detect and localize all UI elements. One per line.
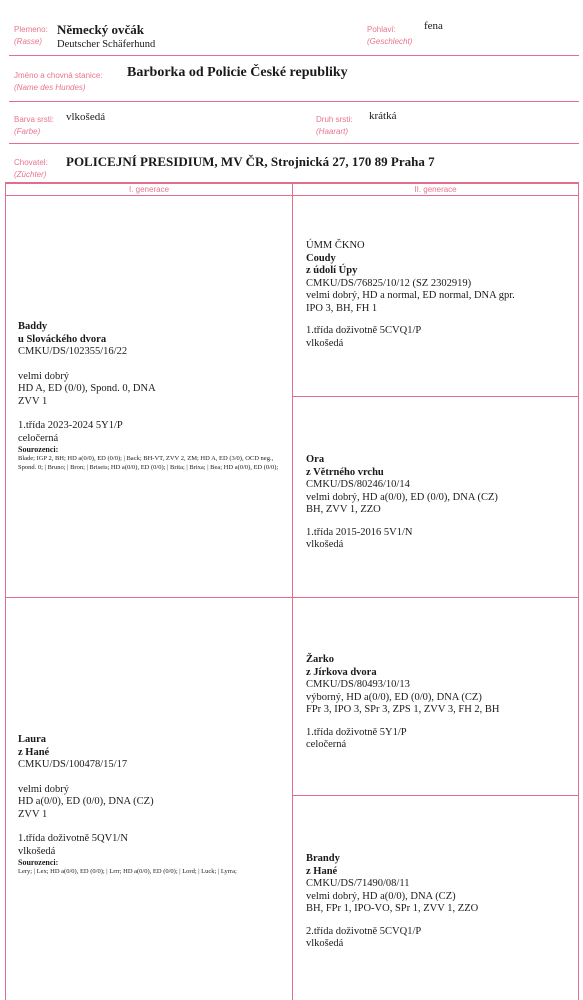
header-divider-3 xyxy=(9,143,579,144)
dam-siblings-label: Sourozenci: xyxy=(18,858,59,867)
sire-sire-rating: velmi dobrý, HD a normal, ED normal, DNA gpr. xyxy=(306,290,515,301)
grid-center-divider xyxy=(292,182,293,1000)
dam-sire-color: celočerná xyxy=(306,739,347,750)
color-value: vlkošedá xyxy=(66,111,106,123)
dam-sire-kennel: z Jírkova dvora xyxy=(306,666,377,678)
sire-sire-title: ÚMM ČKNO xyxy=(306,240,365,251)
sire-sire-kennel: z údolí Úpy xyxy=(306,265,358,276)
sire-dam-color: vlkošedá xyxy=(306,539,344,550)
dam-class: 1.třída doživotně 5QV1/N xyxy=(18,833,128,844)
breed-label-de: (Rasse) xyxy=(14,37,43,46)
sire-dam-rating: velmi dobrý, HD a(0/0), ED (0/0), DNA (CZ) xyxy=(306,491,498,503)
dam-dam-rating: velmi dobrý, HD a(0/0), DNA (CZ) xyxy=(306,890,456,902)
dam-dam-entry xyxy=(306,853,574,951)
sire-dam-entry xyxy=(306,454,574,552)
color-label: Barva srsti: xyxy=(14,115,55,124)
sire-dam-class: 1.třída 2015-2016 5V1/N xyxy=(306,526,413,538)
sire-dam-reg: CMKU/DS/80246/10/14 xyxy=(306,479,410,490)
dam-health: HD a(0/0), ED (0/0), DNA (CZ) xyxy=(18,796,154,807)
sire-health: HD A, ED (0/0), Spond. 0, DNA xyxy=(18,383,156,394)
dam-dam-exam: BH, FPr 1, IPO-VO, SPr 1, ZVV 1, ZZO xyxy=(306,903,479,914)
first-generation-header: I. generace xyxy=(128,185,170,194)
breed-de: Deutscher Schäferhund xyxy=(57,39,156,50)
dam-dam-reg: CMKU/DS/71490/08/11 xyxy=(306,878,410,889)
dam-dam-name: Brandy xyxy=(306,853,340,864)
dam-dam-kennel: z Hané xyxy=(306,865,338,877)
sex-label: Pohlaví: xyxy=(367,25,396,34)
sire-rating: velmi dobrý xyxy=(18,370,70,382)
name-label-de: (Name des Hundes) xyxy=(14,83,86,92)
grid-mid-divider xyxy=(5,597,579,598)
sire-kennel: u Slováckého dvora xyxy=(18,333,107,345)
sire-sire-reg: CMKU/DS/76825/10/12 (SZ 2302919) xyxy=(306,277,472,289)
coat-value: krátká xyxy=(369,110,397,122)
sire-class: 1.třída 2023-2024 5Y1/P xyxy=(18,420,123,431)
sire-siblings-label: Sourozenci: xyxy=(18,445,59,454)
sire-reg: CMKU/DS/102355/16/22 xyxy=(18,346,128,357)
dam-dam-color: vlkošedá xyxy=(306,938,344,949)
dam-siblings: Lery; | Lex; HD a(0/0), ED (0/0); | Lrrr; HD a(0/0), ED (0/0); | Lord; | Luck; | Lyrra; xyxy=(18,868,237,875)
breed-cz: Německý ovčák xyxy=(57,22,145,37)
sex-label-de: (Geschlecht) xyxy=(367,37,413,46)
header-divider-2 xyxy=(9,101,579,102)
grid-upper-right-divider xyxy=(292,396,579,397)
coat-label: Druh srsti: xyxy=(316,115,353,124)
dam-reg: CMKU/DS/100478/15/17 xyxy=(18,759,128,770)
sire-entry xyxy=(18,321,283,472)
dam-exam: ZVV 1 xyxy=(18,808,48,820)
sire-sire-exam: IPO 3, BH, FH 1 xyxy=(306,302,378,314)
sex-value: fena xyxy=(424,20,443,32)
second-generation-header: II. generace xyxy=(414,185,457,194)
sire-siblings: Blade; IGP 2, BH; HD a(0/0), ED (0/0); | Back; BH-VT, ZVV 2, ZM; HD A, ED (3/0), OCD neg., Spond. 0; | Bruno; | Bron; | Briseis; HD a(0/0), ED (0/0); | Brita; | Brixa; | Bea; HD a(0/0), ED (0/0); xyxy=(18,455,279,471)
grid-right-border xyxy=(578,182,579,1000)
dam-name: Laura xyxy=(18,734,47,745)
grid-left-border xyxy=(5,182,6,1000)
sire-dam-name: Ora xyxy=(306,454,325,465)
dam-sire-rating: výborný, HD a(0/0), ED (0/0), DNA (CZ) xyxy=(306,691,482,703)
sire-sire-entry xyxy=(306,240,574,350)
coat-label-de: (Haarart) xyxy=(316,127,349,136)
sire-dam-exam: BH, ZVV 1, ZZO xyxy=(306,504,381,515)
dam-kennel: z Hané xyxy=(18,746,50,758)
breed-label: Plemeno: xyxy=(14,25,48,34)
breeder-label-de: (Züchter) xyxy=(14,170,47,179)
color-label-de: (Farbe) xyxy=(14,127,41,136)
dam-sire-exam: FPr 3, IPO 3, SPr 3, ZPS 1, ZVV 3, FH 2, BH xyxy=(306,704,500,715)
dog-name: Barborka od Policie České republiky xyxy=(127,65,348,80)
dam-sire-name: Žarko xyxy=(306,654,335,665)
sire-exam: ZVV 1 xyxy=(18,395,48,407)
sire-sire-color: vlkošedá xyxy=(306,337,344,349)
dam-color: vlkošedá xyxy=(18,845,56,857)
breeder-label: Chovatel: xyxy=(14,158,48,167)
breeder-value: POLICEJNÍ PRESIDIUM, MV ČR, Strojnická 27, 170 89 Praha 7 xyxy=(66,154,435,169)
header-divider-1 xyxy=(9,55,579,56)
dam-entry xyxy=(18,734,283,877)
grid-lower-right-divider xyxy=(292,795,579,796)
sire-sire-name: Coudy xyxy=(306,252,336,264)
dam-sire-class: 1.třída doživotně 5Y1/P xyxy=(306,726,407,738)
sire-sire-class: 1.třída doživotně 5CVQ1/P xyxy=(306,325,422,336)
dam-sire-entry xyxy=(306,654,574,752)
sire-name: Baddy xyxy=(18,321,48,332)
sire-color: celočerná xyxy=(18,432,59,444)
sire-dam-kennel: z Větrného vrchu xyxy=(306,466,384,478)
dam-sire-reg: CMKU/DS/80493/10/13 xyxy=(306,679,410,690)
name-label: Jméno a chovná stanice: xyxy=(14,71,103,80)
dam-rating: velmi dobrý xyxy=(18,783,70,795)
dam-dam-class: 2.třída doživotně 5CVQ1/P xyxy=(306,925,422,937)
